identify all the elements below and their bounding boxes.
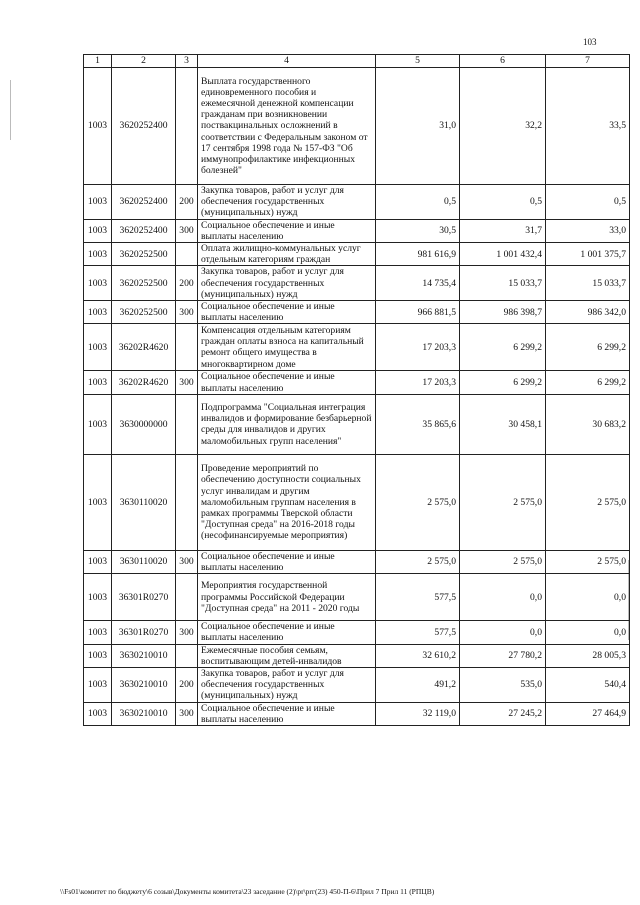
section-code-cell: 1003 bbox=[84, 394, 112, 454]
section-code-cell: 1003 bbox=[84, 371, 112, 394]
item-name-cell: Подпрограмма "Социальная интеграция инвалидов и формирование безбарьерной среды для инвалидов и других маломобильных групп населения" bbox=[198, 394, 376, 454]
amount-col6-cell: 0,0 bbox=[460, 621, 546, 644]
expense-type-cell bbox=[176, 243, 198, 266]
section-code-cell: 1003 bbox=[84, 702, 112, 725]
column-header: 1 bbox=[84, 55, 112, 68]
table-row bbox=[84, 324, 630, 371]
expense-type-cell: 300 bbox=[176, 301, 198, 324]
amount-col6-cell: 986 398,7 bbox=[460, 301, 546, 324]
section-code-cell: 1003 bbox=[84, 219, 112, 242]
table-row bbox=[84, 371, 630, 394]
page-number: 103 bbox=[583, 37, 597, 47]
table-row bbox=[84, 219, 630, 242]
item-name-cell: Мероприятия государственной программы Российской Федерации "Доступная среда" на 2011 - 2020 годы bbox=[198, 574, 376, 621]
section-code-cell: 1003 bbox=[84, 550, 112, 573]
amount-col5-cell: 577,5 bbox=[376, 574, 460, 621]
amount-col5-cell: 2 575,0 bbox=[376, 454, 460, 550]
target-code-cell: 3620252500 bbox=[112, 266, 176, 301]
amount-col5-cell: 17 203,3 bbox=[376, 371, 460, 394]
amount-col5-cell: 32 119,0 bbox=[376, 702, 460, 725]
expense-type-cell bbox=[176, 68, 198, 185]
section-code-cell: 1003 bbox=[84, 668, 112, 703]
target-code-cell: 3620252400 bbox=[112, 68, 176, 185]
expense-type-cell bbox=[176, 644, 198, 667]
column-header: 2 bbox=[112, 55, 176, 68]
amount-col7-cell: 6 299,2 bbox=[546, 324, 630, 371]
section-code-cell: 1003 bbox=[84, 574, 112, 621]
amount-col5-cell: 0,5 bbox=[376, 185, 460, 220]
target-code-cell: 36202R4620 bbox=[112, 324, 176, 371]
expense-type-cell: 200 bbox=[176, 668, 198, 703]
amount-col5-cell: 577,5 bbox=[376, 621, 460, 644]
section-code-cell: 1003 bbox=[84, 454, 112, 550]
item-name-cell: Социальное обеспечение и иные выплаты населению bbox=[198, 371, 376, 394]
amount-col6-cell: 32,2 bbox=[460, 68, 546, 185]
amount-col6-cell: 1 001 432,4 bbox=[460, 243, 546, 266]
amount-col6-cell: 31,7 bbox=[460, 219, 546, 242]
table-header-row bbox=[84, 55, 630, 68]
section-code-cell: 1003 bbox=[84, 621, 112, 644]
table-row bbox=[84, 574, 630, 621]
target-code-cell: 3630210010 bbox=[112, 702, 176, 725]
amount-col7-cell: 1 001 375,7 bbox=[546, 243, 630, 266]
expense-type-cell bbox=[176, 454, 198, 550]
section-code-cell: 1003 bbox=[84, 185, 112, 220]
amount-col7-cell: 30 683,2 bbox=[546, 394, 630, 454]
column-header: 7 bbox=[546, 55, 630, 68]
amount-col7-cell: 2 575,0 bbox=[546, 454, 630, 550]
item-name-cell: Социальное обеспечение и иные выплаты населению bbox=[198, 550, 376, 573]
item-name-cell: Закупка товаров, работ и услуг для обеспечения государственных (муниципальных) нужд bbox=[198, 185, 376, 220]
budget-table bbox=[83, 54, 630, 726]
section-code-cell: 1003 bbox=[84, 644, 112, 667]
expense-type-cell: 300 bbox=[176, 371, 198, 394]
amount-col5-cell: 2 575,0 bbox=[376, 550, 460, 573]
amount-col7-cell: 540,4 bbox=[546, 668, 630, 703]
amount-col7-cell: 0,5 bbox=[546, 185, 630, 220]
amount-col5-cell: 35 865,6 bbox=[376, 394, 460, 454]
amount-col6-cell: 2 575,0 bbox=[460, 550, 546, 573]
target-code-cell: 3630110020 bbox=[112, 454, 176, 550]
target-code-cell: 3630000000 bbox=[112, 394, 176, 454]
column-header: 3 bbox=[176, 55, 198, 68]
amount-col7-cell: 28 005,3 bbox=[546, 644, 630, 667]
table-row bbox=[84, 621, 630, 644]
expense-type-cell bbox=[176, 324, 198, 371]
table-row bbox=[84, 644, 630, 667]
amount-col7-cell: 33,0 bbox=[546, 219, 630, 242]
column-header: 4 bbox=[198, 55, 376, 68]
amount-col5-cell: 32 610,2 bbox=[376, 644, 460, 667]
table-row bbox=[84, 185, 630, 220]
scan-margin-mark bbox=[10, 80, 11, 140]
table-row bbox=[84, 550, 630, 573]
amount-col6-cell: 27 245,2 bbox=[460, 702, 546, 725]
section-code-cell: 1003 bbox=[84, 324, 112, 371]
amount-col5-cell: 17 203,3 bbox=[376, 324, 460, 371]
amount-col5-cell: 491,2 bbox=[376, 668, 460, 703]
table-row bbox=[84, 301, 630, 324]
table-row bbox=[84, 243, 630, 266]
target-code-cell: 3620252400 bbox=[112, 219, 176, 242]
expense-type-cell: 300 bbox=[176, 702, 198, 725]
item-name-cell: Выплата государственного единовременного пособия и ежемесячной денежной компенсации гражданам при возникновении поствакцинальных осложнений в соответствии с Федеральным законом от 17 сентября 1998 года № 157-ФЗ "Об иммунопрофилактике инфекционных болезней" bbox=[198, 68, 376, 185]
target-code-cell: 3630210010 bbox=[112, 668, 176, 703]
item-name-cell: Социальное обеспечение и иные выплаты населению bbox=[198, 301, 376, 324]
target-code-cell: 3620252500 bbox=[112, 301, 176, 324]
amount-col6-cell: 6 299,2 bbox=[460, 324, 546, 371]
amount-col5-cell: 14 735,4 bbox=[376, 266, 460, 301]
amount-col6-cell: 15 033,7 bbox=[460, 266, 546, 301]
amount-col5-cell: 31,0 bbox=[376, 68, 460, 185]
table-row bbox=[84, 266, 630, 301]
target-code-cell: 3630210010 bbox=[112, 644, 176, 667]
amount-col7-cell: 2 575,0 bbox=[546, 550, 630, 573]
section-code-cell: 1003 bbox=[84, 301, 112, 324]
amount-col7-cell: 0,0 bbox=[546, 621, 630, 644]
table-row bbox=[84, 68, 630, 185]
expense-type-cell: 200 bbox=[176, 185, 198, 220]
expense-type-cell: 300 bbox=[176, 621, 198, 644]
amount-col6-cell: 2 575,0 bbox=[460, 454, 546, 550]
amount-col7-cell: 33,5 bbox=[546, 68, 630, 185]
table-row bbox=[84, 668, 630, 703]
item-name-cell: Закупка товаров, работ и услуг для обеспечения государственных (муниципальных) нужд bbox=[198, 668, 376, 703]
column-header: 6 bbox=[460, 55, 546, 68]
item-name-cell: Проведение мероприятий по обеспечению доступности социальных услуг инвалидам и другим маломобильным группам населения в рамках программы Тверской области "Доступная среда" на 2016-2018 годы (несофинансируемые мероприятия) bbox=[198, 454, 376, 550]
expense-type-cell: 300 bbox=[176, 219, 198, 242]
target-code-cell: 3620252400 bbox=[112, 185, 176, 220]
amount-col7-cell: 15 033,7 bbox=[546, 266, 630, 301]
expense-type-cell bbox=[176, 574, 198, 621]
item-name-cell: Социальное обеспечение и иные выплаты населению bbox=[198, 219, 376, 242]
amount-col7-cell: 6 299,2 bbox=[546, 371, 630, 394]
expense-type-cell: 200 bbox=[176, 266, 198, 301]
item-name-cell: Компенсация отдельным категориям граждан оплаты взноса на капитальный ремонт общего имущества в многоквартирном доме bbox=[198, 324, 376, 371]
section-code-cell: 1003 bbox=[84, 266, 112, 301]
footer-file-path: \\Fs01\комитет по бюджету\6 созыв\Документы комитета\23 заседание (2)\pr\prг(23) 450-П-6\Прил 7 Прил 11 (РПЦВ) bbox=[60, 887, 435, 896]
item-name-cell: Социальное обеспечение и иные выплаты населению bbox=[198, 621, 376, 644]
amount-col7-cell: 0,0 bbox=[546, 574, 630, 621]
item-name-cell: Ежемесячные пособия семьям, воспитывающим детей-инвалидов bbox=[198, 644, 376, 667]
item-name-cell: Социальное обеспечение и иные выплаты населению bbox=[198, 702, 376, 725]
target-code-cell: 36301R0270 bbox=[112, 621, 176, 644]
table-row bbox=[84, 702, 630, 725]
amount-col5-cell: 30,5 bbox=[376, 219, 460, 242]
column-header: 5 bbox=[376, 55, 460, 68]
expense-type-cell: 300 bbox=[176, 550, 198, 573]
target-code-cell: 36202R4620 bbox=[112, 371, 176, 394]
amount-col7-cell: 986 342,0 bbox=[546, 301, 630, 324]
section-code-cell: 1003 bbox=[84, 243, 112, 266]
expense-type-cell bbox=[176, 394, 198, 454]
item-name-cell: Оплата жилищно-коммунальных услуг отдельным категориям граждан bbox=[198, 243, 376, 266]
item-name-cell: Закупка товаров, работ и услуг для обеспечения государственных (муниципальных) нужд bbox=[198, 266, 376, 301]
amount-col6-cell: 0,0 bbox=[460, 574, 546, 621]
target-code-cell: 3620252500 bbox=[112, 243, 176, 266]
amount-col7-cell: 27 464,9 bbox=[546, 702, 630, 725]
table-row bbox=[84, 454, 630, 550]
amount-col5-cell: 981 616,9 bbox=[376, 243, 460, 266]
amount-col6-cell: 6 299,2 bbox=[460, 371, 546, 394]
amount-col6-cell: 0,5 bbox=[460, 185, 546, 220]
target-code-cell: 3630110020 bbox=[112, 550, 176, 573]
amount-col6-cell: 30 458,1 bbox=[460, 394, 546, 454]
target-code-cell: 36301R0270 bbox=[112, 574, 176, 621]
amount-col6-cell: 27 780,2 bbox=[460, 644, 546, 667]
section-code-cell: 1003 bbox=[84, 68, 112, 185]
table-row bbox=[84, 394, 630, 454]
amount-col5-cell: 966 881,5 bbox=[376, 301, 460, 324]
amount-col6-cell: 535,0 bbox=[460, 668, 546, 703]
